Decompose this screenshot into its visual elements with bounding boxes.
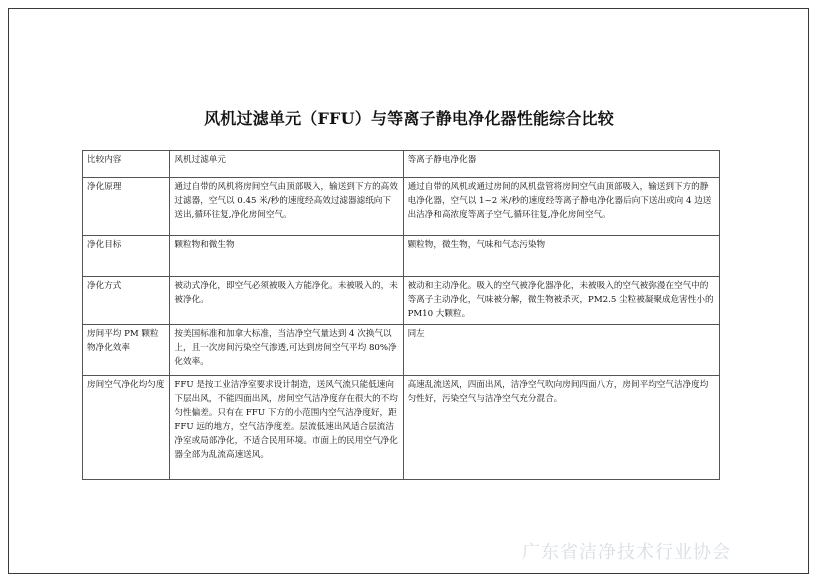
ffu-cell: FFU 是按工业洁净室要求设计制造，送风气流只能低速向下层出风，不能四面出风，房间空气洁净度存在很大的不均匀性偏差。只有在 FFU 下方的小范围内空气洁净度好，距 FFU 远的地方，空气洁净度差。层流低速出风适合层流洁净室或局部净化，不适合民用环境。市面上的民用空气净化器全部为乱流高速送风。	[170, 376, 403, 480]
plasma-cell: 同左	[403, 325, 719, 376]
table-row	[83, 178, 720, 236]
document-title: 风机过滤单元（FFU）与等离子静电净化器性能综合比较	[204, 109, 614, 128]
table-row	[83, 277, 720, 325]
header-cell-plasma: 等离子静电净化器	[403, 151, 719, 178]
comparison-table	[82, 150, 720, 480]
table-row	[83, 236, 720, 277]
row-label: 净化原理	[83, 178, 170, 236]
ffu-cell: 被动式净化，即空气必须被吸入方能净化。未被吸入的，未被净化。	[170, 277, 403, 325]
table-row	[83, 325, 720, 376]
plasma-cell: 被动和主动净化。吸入的空气被净化器净化，未被吸入的空气被弥漫在空气中的等离子主动净化，气味被分解，微生物被杀灭，PM2.5 尘粒被凝聚成危害性小的 PM10 大颗粒。	[403, 277, 719, 325]
header-cell-criteria: 比较内容	[83, 151, 170, 178]
row-label: 净化方式	[83, 277, 170, 325]
plasma-cell: 颗粒物，微生物，气味和气态污染物	[403, 236, 719, 277]
ffu-cell: 颗粒物和微生物	[170, 236, 403, 277]
table-row	[83, 376, 720, 480]
ffu-cell: 通过自带的风机将房间空气由顶部吸入，输送到下方的高效过滤器，空气以 0.45 米/秒的速度经高效过滤器滤纸向下送出,循环往复,净化房间空气。	[170, 178, 403, 236]
plasma-cell: 高速乱流送风，四面出风，洁净空气吹向房间四面八方，房间平均空气洁净度均匀性好，污染空气与洁净空气充分混合。	[403, 376, 719, 480]
row-label: 净化目标	[83, 236, 170, 277]
ffu-cell: 按美国标准和加拿大标准，当洁净空气量达到 4 次换气以上，且一次房间污染空气渗透,可达到房间空气平均 80%净化效率。	[170, 325, 403, 376]
watermark-text: 广东省洁净技术行业协会	[522, 542, 731, 563]
plasma-cell: 通过自带的风机或通过房间的风机盘管将房间空气由顶部吸入，输送到下方的静电净化器，空气以 1~2 米/秒的速度经等离子静电净化器后向下送出或向 4 边送出洁净和高浓度等离子空气,循环往复,净化房间空气。	[403, 178, 719, 236]
table-header-row	[83, 151, 720, 178]
row-label: 房间平均 PM 颗粒物净化效率	[83, 325, 170, 376]
header-cell-ffu: 风机过滤单元	[170, 151, 403, 178]
row-label: 房间空气净化均匀度	[83, 376, 170, 480]
